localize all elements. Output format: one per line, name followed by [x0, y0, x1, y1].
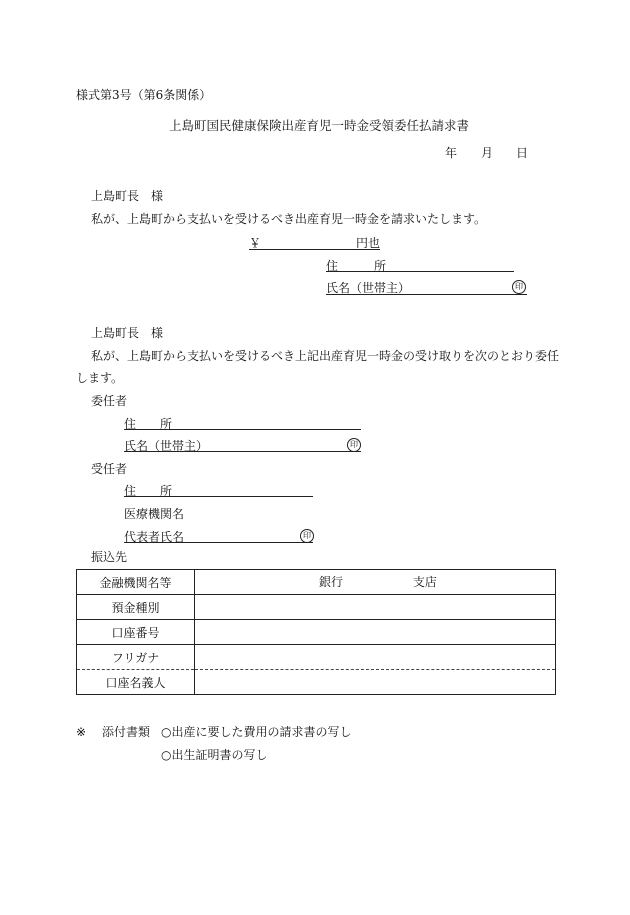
date-month-label: 月 — [481, 146, 494, 160]
institution-label: 医療機関名 — [124, 507, 185, 521]
claim-address-field[interactable] — [326, 271, 514, 272]
delegatee-heading: 受任者 — [91, 462, 128, 476]
account-number-label: 口座番号 — [77, 620, 195, 645]
delegatee-address-field[interactable] — [124, 496, 313, 497]
account-type-label: 預金種別 — [77, 595, 195, 620]
attachment-item: ○出生証明書の写し — [161, 748, 268, 762]
delegation-statement-line1: 私が、上島町から支払いを受けるべき上記出産育児一時金の受け取りを次のとおり委任 — [91, 349, 560, 363]
delegator-name-label: 氏名（世帯主） — [124, 439, 209, 453]
yen-suffix: 円也 — [356, 236, 381, 250]
table-row — [77, 645, 556, 670]
claim-statement: 私が、上島町から支払いを受けるべき出産育児一時金を請求いたします。 — [91, 212, 487, 226]
delegation-statement-line2: します。 — [76, 371, 124, 385]
attachments-mark: ※ — [76, 725, 87, 739]
delegation-addressee: 上島町長 様 — [91, 326, 164, 340]
delegator-name-field[interactable] — [124, 451, 361, 452]
bank-name-cell[interactable] — [195, 570, 556, 595]
attachment-item: ○出産に要した費用の請求書の写し — [161, 725, 352, 739]
furigana-cell[interactable] — [195, 645, 556, 670]
bank-suffix: 銀行 — [319, 575, 344, 589]
delegator-address-field[interactable] — [124, 429, 361, 430]
claim-addressee: 上島町長 様 — [91, 189, 164, 203]
claim-name-label: 氏名（世帯主） — [326, 281, 411, 295]
date-year-label: 年 — [445, 146, 458, 160]
table-row — [77, 620, 556, 645]
table-row — [77, 595, 556, 620]
table-row — [77, 670, 556, 695]
amount-field[interactable] — [249, 249, 380, 250]
account-type-cell[interactable] — [195, 595, 556, 620]
seal-icon: 印 — [512, 280, 526, 294]
delegatee-address-label: 住 所 — [124, 484, 173, 498]
seal-icon: 印 — [347, 438, 361, 452]
form-number: 様式第3号（第6条関係） — [76, 88, 212, 102]
representative-label: 代表者氏名 — [124, 530, 185, 544]
attachments-label: 添付書類 — [102, 725, 151, 739]
claim-address-label: 住 所 — [326, 259, 387, 273]
furigana-label: フリガナ — [77, 645, 195, 670]
claim-name-field[interactable] — [326, 294, 527, 295]
bank-table — [76, 569, 556, 695]
account-number-cell[interactable] — [195, 620, 556, 645]
seal-icon: 印 — [300, 529, 314, 543]
bank-name-label: 金融機関名等 — [77, 570, 195, 595]
page-title: 上島町国民健康保険出産育児一時金受領委任払請求書 — [169, 118, 470, 133]
representative-field[interactable] — [124, 542, 313, 543]
account-holder-cell[interactable] — [195, 670, 556, 695]
delegator-heading: 委任者 — [91, 394, 128, 408]
account-holder-label: 口座名義人 — [77, 670, 195, 695]
date-day-label: 日 — [516, 146, 529, 160]
transfer-heading: 振込先 — [91, 550, 128, 564]
delegator-address-label: 住 所 — [124, 417, 173, 431]
yen-sign: ￥ — [249, 236, 262, 250]
branch-suffix: 支店 — [412, 575, 437, 589]
table-row — [77, 570, 556, 595]
